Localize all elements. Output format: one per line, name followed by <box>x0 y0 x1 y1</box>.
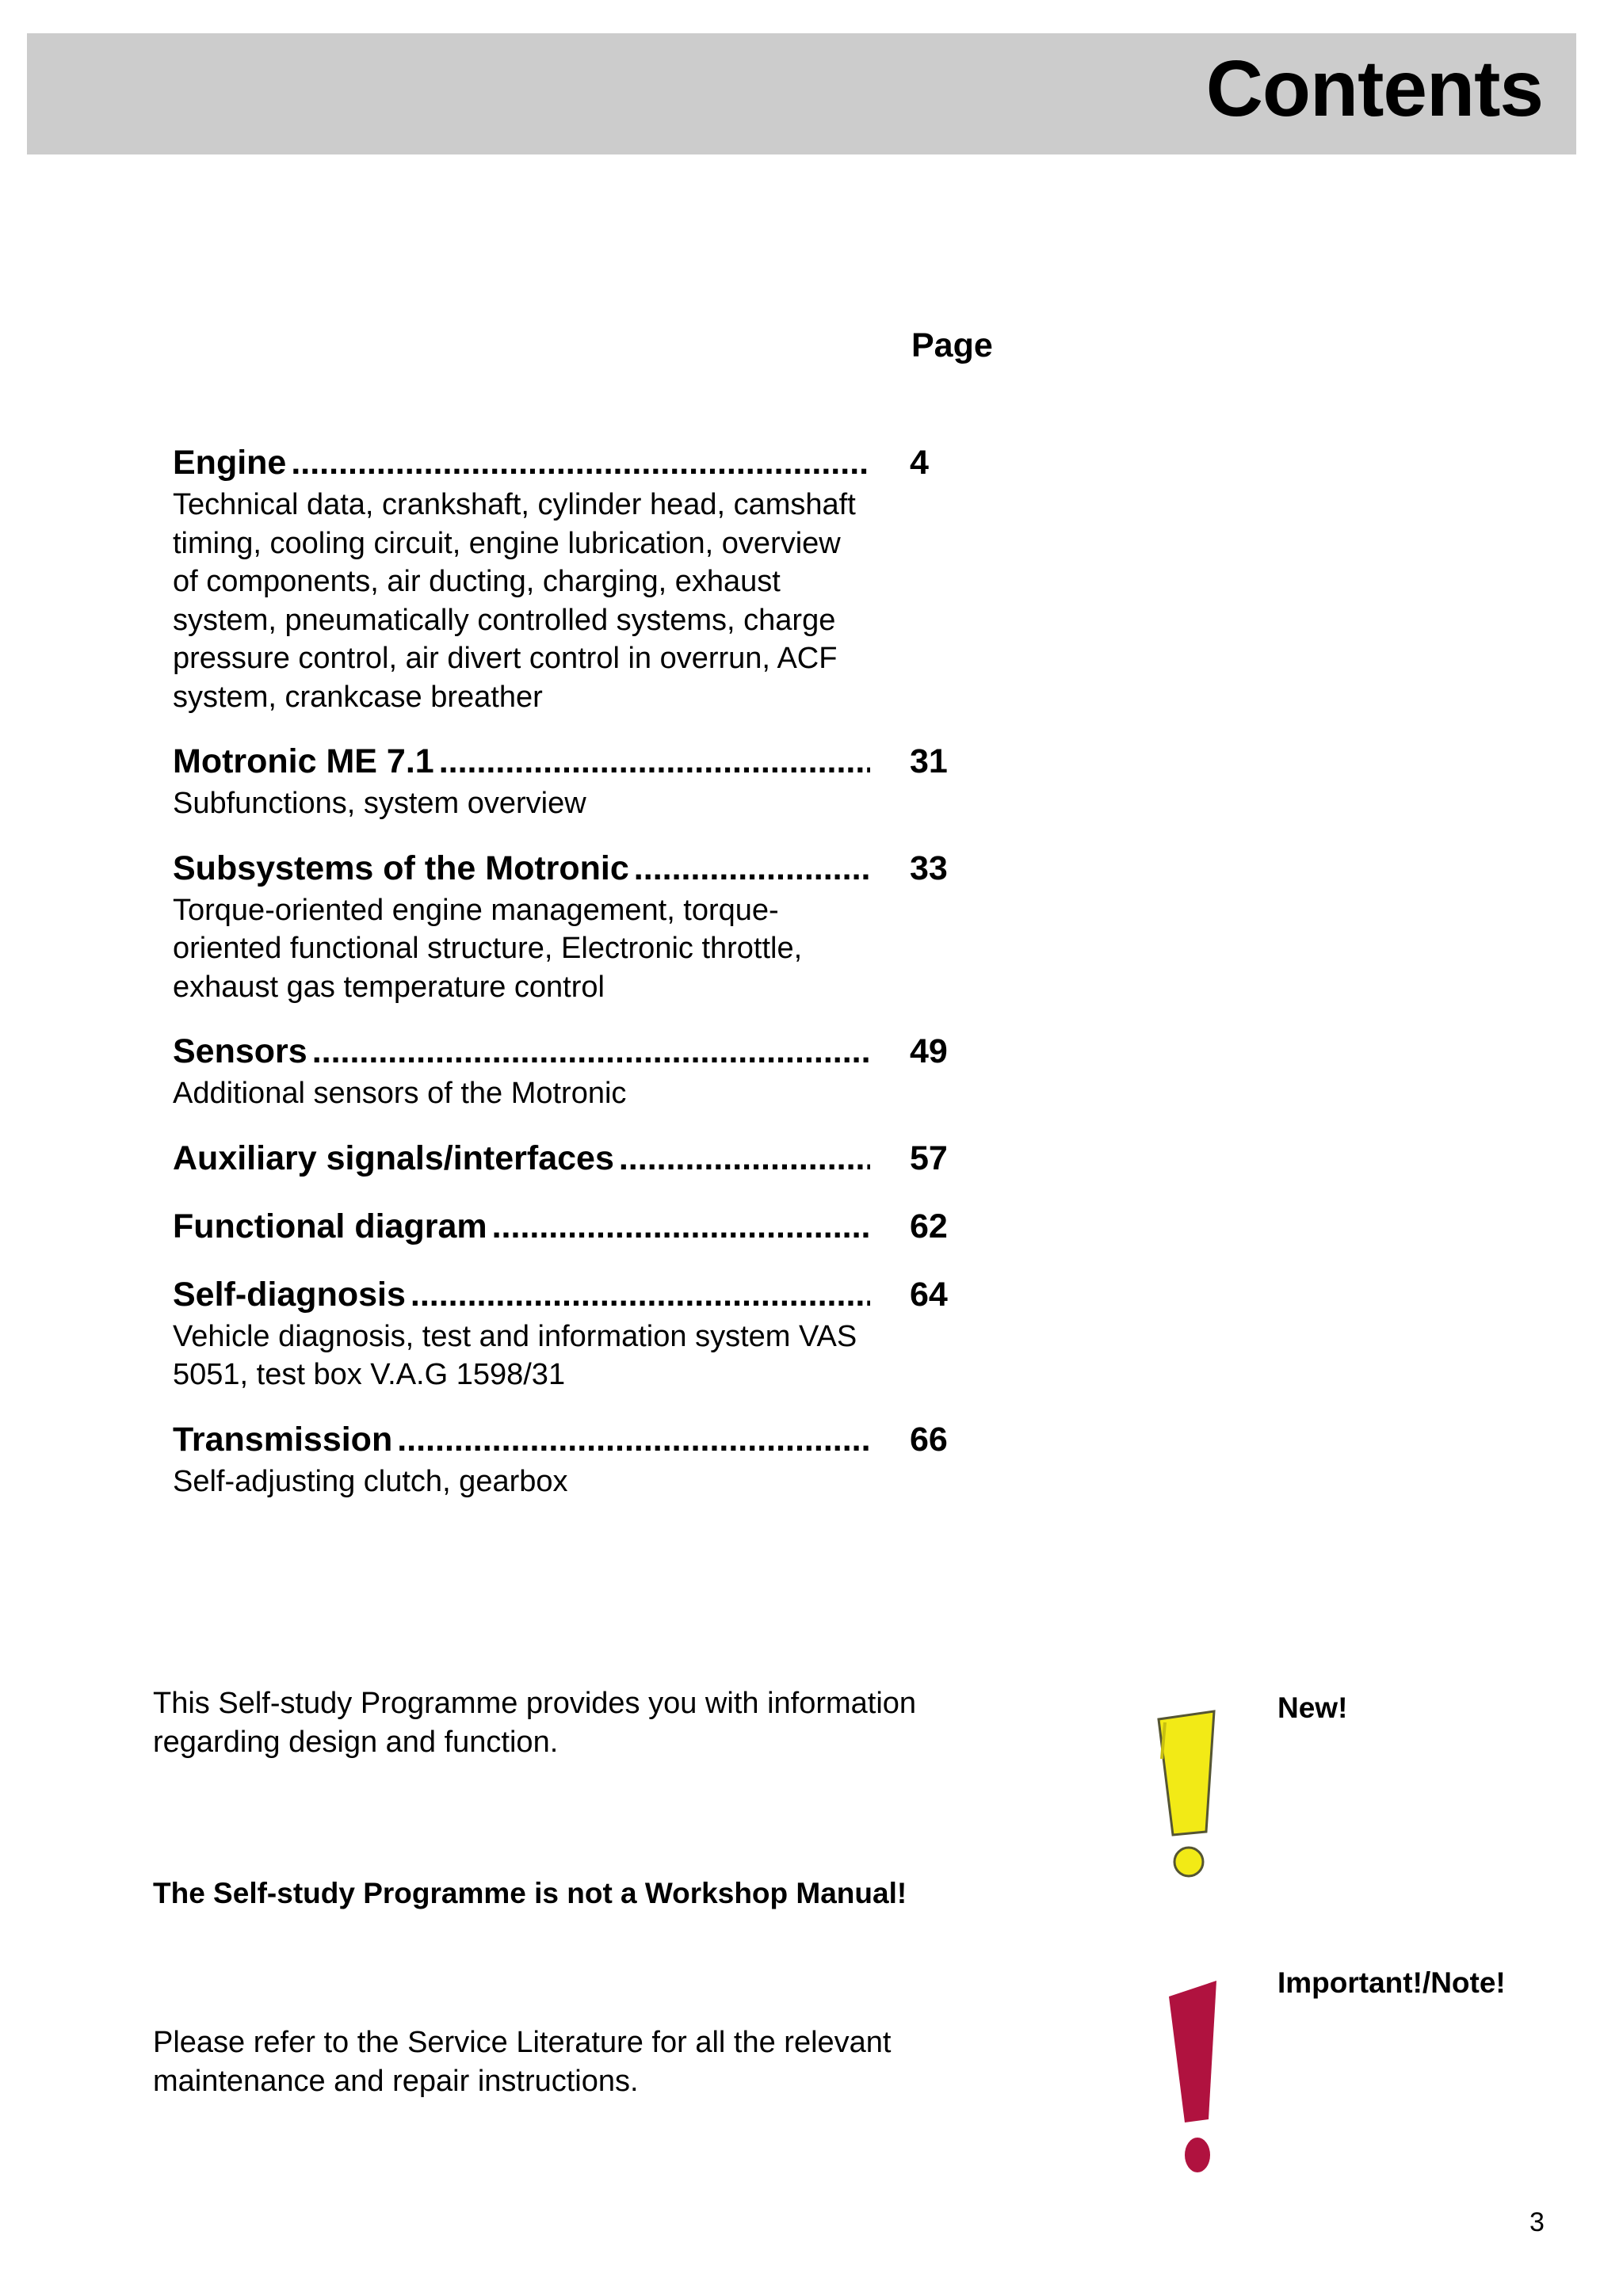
toc-entry-description: Additional sensors of the Motronic <box>173 1077 627 1110</box>
toc-entry-title: Functional diagram <box>173 1207 487 1245</box>
toc-entry-page: 66 <box>910 1420 948 1459</box>
toc-entry-engine[interactable] <box>173 440 1044 716</box>
toc-leader-dots <box>492 1203 870 1249</box>
toc-entry-page: 62 <box>910 1207 948 1245</box>
page-column-label: Page <box>911 326 993 364</box>
toc-entry-functional-diagram[interactable] <box>173 1203 1044 1249</box>
toc-entry-title: Auxiliary signals/interfaces <box>173 1138 614 1177</box>
workshop-manual-warning: The Self-study Programme is not a Workshop Manual! <box>153 1877 907 1909</box>
toc-entry-self-diagnosis[interactable] <box>173 1272 1044 1394</box>
toc-leader-dots <box>397 1417 870 1463</box>
toc-entry-auxiliary-signals[interactable] <box>173 1135 1044 1181</box>
header-bar <box>27 33 1576 154</box>
toc-leader-dots <box>619 1135 870 1181</box>
toc-entry-page: 49 <box>910 1032 948 1070</box>
page-title: Contents <box>1205 44 1543 133</box>
toc-entry-page: 31 <box>910 742 948 780</box>
toc-entry-description: Subfunctions, system overview <box>173 787 586 820</box>
page-number: 3 <box>1529 2207 1545 2237</box>
toc-entry-page: 33 <box>910 849 948 887</box>
toc-leader-dots <box>312 1028 870 1074</box>
toc-entry-description: Vehicle diagnosis, test and information system VAS 5051, test box V.A.G 1598/31 <box>173 1319 857 1391</box>
toc-entry-description: Technical data, crankshaft, cylinder head, camshaft timing, cooling circuit, engine lubrication, overview of components, air ducting, charging, exhaust system, pneumatically controlled systems, charge pressure control, air divert control in overrun, ACF system, crankcase breather <box>173 488 856 714</box>
toc-leader-dots <box>634 845 870 891</box>
toc-entry-title: Sensors <box>173 1032 307 1070</box>
toc-entry-page: 4 <box>910 444 929 482</box>
toc-entry-description: Torque-oriented engine management, torque-oriented functional structure, Electronic throttle, exhaust gas temperature control <box>173 893 803 1004</box>
toc-entry-page: 64 <box>910 1275 948 1314</box>
red-exclamation-icon <box>1161 1977 1232 2175</box>
yellow-exclamation-icon <box>1141 1703 1228 1886</box>
legend-new-label: New! <box>1277 1691 1348 1724</box>
toc-entry-title: Self-diagnosis <box>173 1275 406 1314</box>
table-of-contents <box>173 440 1044 1523</box>
toc-entry-subsystems[interactable] <box>173 845 1044 1007</box>
toc-leader-dots <box>291 440 870 486</box>
toc-entry-title: Transmission <box>173 1420 393 1459</box>
toc-entry-title: Subsystems of the Motronic <box>173 849 629 887</box>
toc-entry-motronic[interactable] <box>173 738 1044 823</box>
toc-leader-dots <box>439 738 870 784</box>
intro-note: This Self-study Programme provides you with information regarding design and function. <box>153 1687 917 1759</box>
service-literature-note: Please refer to the Service Literature for all the relevant maintenance and repair instructions. <box>153 2026 892 2098</box>
toc-entry-sensors[interactable] <box>173 1028 1044 1113</box>
toc-entry-transmission[interactable] <box>173 1417 1044 1501</box>
toc-entry-description: Self-adjusting clutch, gearbox <box>173 1464 568 1498</box>
toc-entry-page: 57 <box>910 1138 948 1177</box>
toc-leader-dots <box>411 1272 870 1318</box>
toc-entry-title: Motronic ME 7.1 <box>173 742 434 780</box>
toc-entry-title: Engine <box>173 444 287 482</box>
legend-important-label: Important!/Note! <box>1277 1966 1506 1999</box>
